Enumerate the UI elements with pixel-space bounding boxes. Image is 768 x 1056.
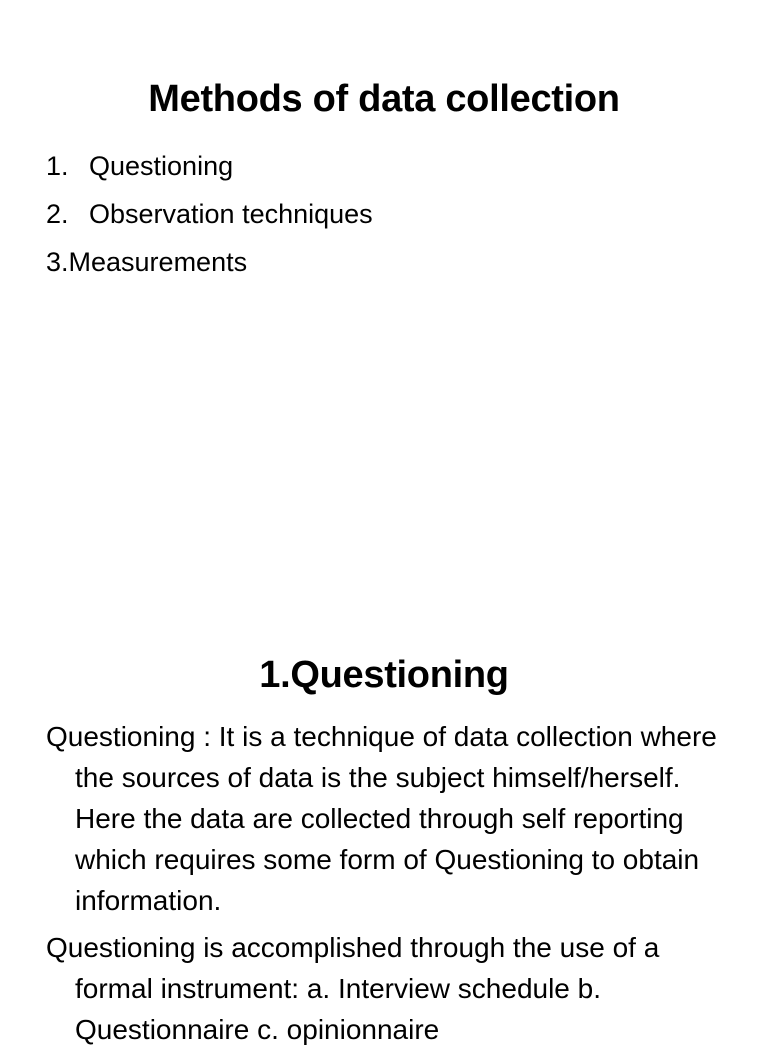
- methods-list: [46, 142, 373, 286]
- slide-body: [46, 716, 726, 1056]
- list-item-number: 2.: [46, 199, 69, 229]
- slide-title: Methods of data collection: [148, 78, 620, 121]
- list-item: [46, 238, 373, 286]
- list-item-label: Questioning: [89, 151, 234, 181]
- list-item-label: Observation techniques: [89, 199, 373, 229]
- body-paragraph: Questioning is accomplished through the use of a formal instrument: a. Interview schedule b. Questionnaire c. opinionnaire: [46, 932, 660, 1045]
- slide-questioning: [0, 576, 768, 1045]
- list-item-label: 3.Measurements: [46, 247, 248, 277]
- list-item: [46, 142, 373, 190]
- list-item-number: 1.: [46, 151, 69, 181]
- list-item: [46, 190, 373, 238]
- body-paragraph: Questioning : It is a technique of data collection where the sources of data is the subject himself/herself. Here the data are collected through self reporting which requires some form of Questioning to obtain information.: [46, 721, 717, 916]
- slide-title: 1.Questioning: [259, 654, 509, 697]
